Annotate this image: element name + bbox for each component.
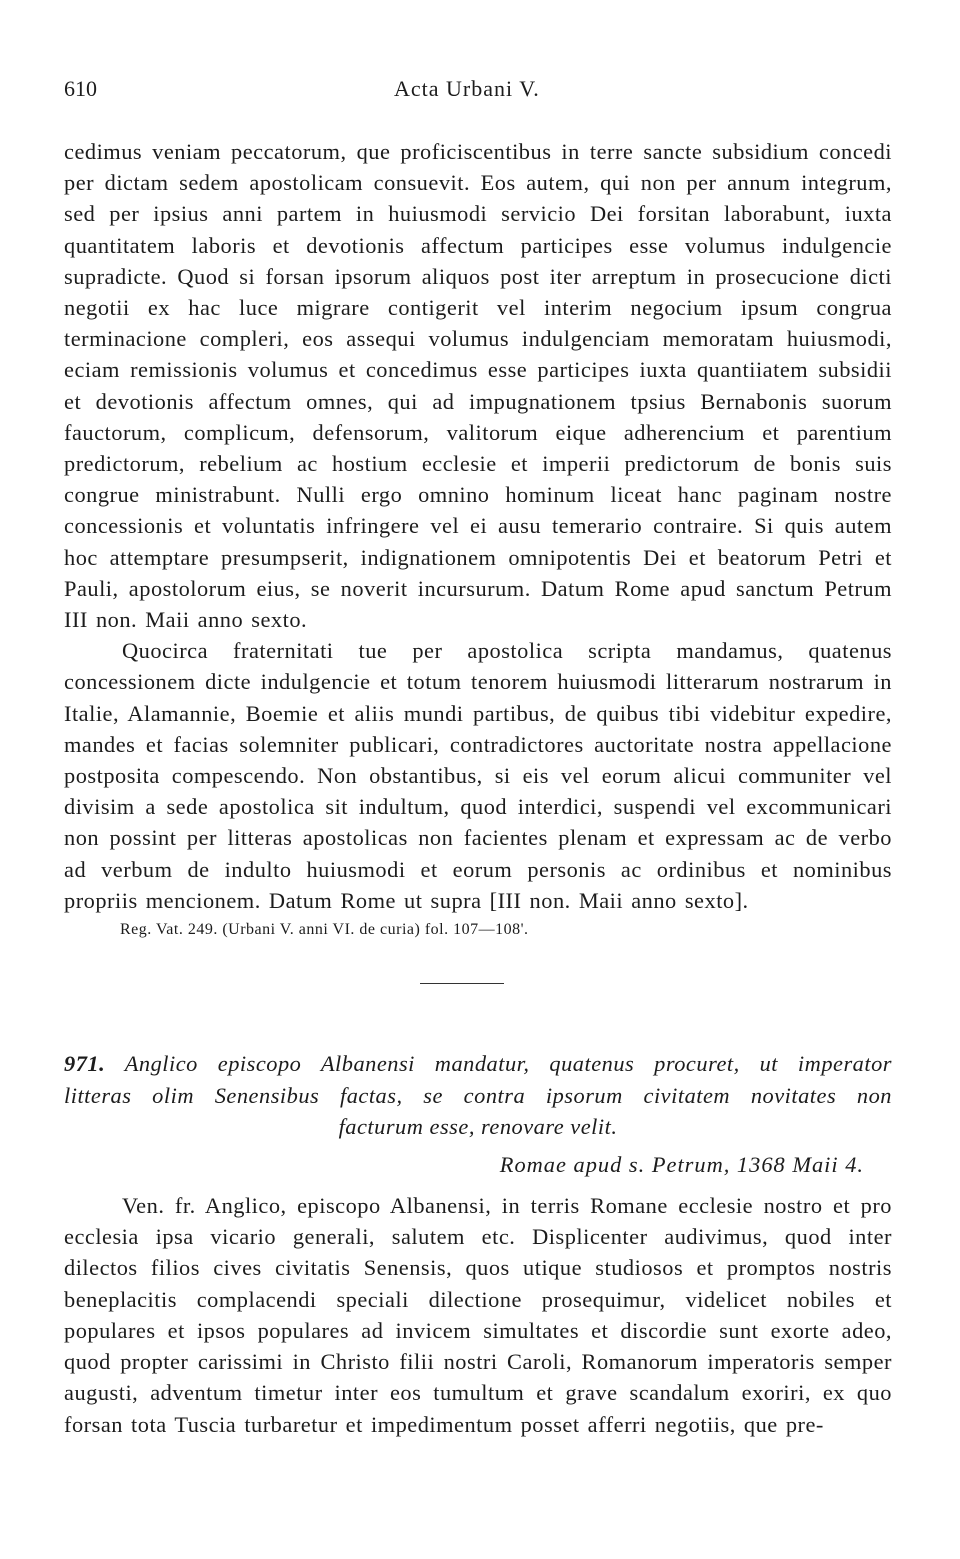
heading-line: facturum esse, renovare velit.: [338, 1114, 618, 1140]
running-head: [64, 66, 892, 106]
heading-text: Anglico episcopo Albanensi mandatur, quatenus procuret, ut imperator: [124, 1051, 892, 1077]
heading-line: litteras olim Senensibus factas, se contra ipsorum civitatem novitates non: [64, 1082, 892, 1108]
section-divider: [420, 983, 504, 984]
heading-line: [64, 1048, 892, 1080]
paragraph: Quocirca fraternitati tue per apostolica scripta mandamus, quatenus concessionem dicte indulgencie et totum tenorem huiusmodi litterarum nostrarum in Italie, Alamannie, Boemie et aliis mundi partibus, de quibus tibi videbitur expedire, mandes et facias solemniter publicari, contradictores auctoritate nostra appellacione postposita compescendo. Non obstantibus, si eis vel eorum alicui communiter vel divisim a sede apostolica sit indultum, quod interdici, suspendi vel excommunicari non possint per litteras apostolicas non facientes plenam et expressam ac de verbo ad verbum de indulto huiusmodi et eorum personis ac ordinibus et nominibus propriis mencionem. Datum Rome ut supra [III non. Maii anno sexto].: [64, 638, 892, 913]
paragraph: cedimus veniam peccatorum, que proficiscentibus in terre sancte subsidium concedi per dictam sedem apostolicam consuevit. Eos autem, qui non per annum integrum, sed per ipsius anni partem in huiusmodi servicio Dei forsitan laborabunt, iuxta quantitatem laboris et devotionis affectum participes esse volumus indulgencie supradicte. Quod si forsan ipsorum aliquos post iter arreptum in prosecucione dicti negotii ex hac luce migrare contigerit vel interim negocium ipsum congrua terminacione compleri, eos assequi volumus indulgenciam memoratam huiusmodi, eciam remissionis volumus et concedimus esse participes iuxta quantiiatem subsidii et devotionis affectum omnes, qui ad impugnationem tpsius Bernabonis suorum fauctorum, complicum, defensorum, valitorum eique adherencium et parentium predictorum, rebelium ac hostium ecclesie et imperii predictorum de bonis suis congrue ministrabunt. Nulli ergo omnino hominum liceat hanc paginam nostre concessionis et voluntatis infringere vel ei ausu temerario contraire. Si quis autem hoc attemptare presumpserit, indignationem omnipotentis Dei et beatorum Petri et Pauli, apostolorum eius, se noverit incursurum. Datum Rome apud sanctum Petrum III non. Maii anno sexto.: [64, 139, 892, 633]
paragraph: Ven. fr. Anglico, episcopo Albanensi, in terris Romane ecclesie nostro et pro ecclesia ipsa vicario generali, salutem etc. Displicenter audivimus, quod inter dilectos filios cives civitatis Senensis, quos utique studiosos et promptos nostris beneplacitis complacendi speciali dilectione prosequimur, videlicet nobiles et populares et ipsos populares ad invicem simultates et discordie sunt exorte adeo, quod propter carissimi in Christo filii nostri Caroli, Romanorum imperatoris semper augusti, adventum timetur inter eos tumultum et grave scandalum exoriri, ex quo forsan tota Tuscia turbaretur et impedimentum posset afferri negotiis, que pre-: [64, 1193, 892, 1437]
dateline: Romae apud s. Petrum, 1368 Maii 4.: [499, 1151, 864, 1177]
continued-document: [64, 136, 892, 916]
source-citation: Reg. Vat. 249. (Urbani V. anni VI. de curia) fol. 107—108'.: [120, 921, 529, 939]
document-page: [64, 66, 892, 1440]
entry-number: 971.: [64, 1051, 106, 1077]
entry-heading: [64, 1048, 892, 1143]
running-title: Acta Urbani V.: [394, 76, 540, 101]
letter-text: [64, 1190, 892, 1440]
page-number: 610: [64, 76, 97, 101]
